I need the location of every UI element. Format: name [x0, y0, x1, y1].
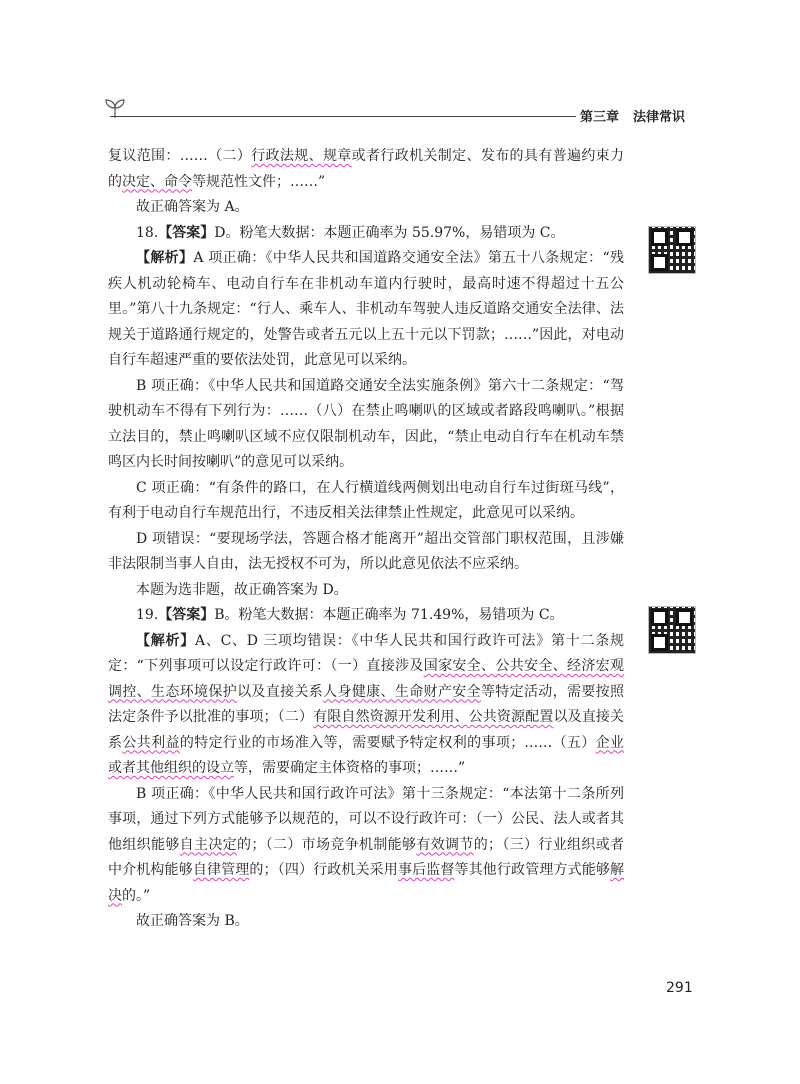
underlined-text: 公共利益 — [122, 734, 180, 751]
paragraph — [108, 603, 624, 629]
underlined-text: 解决 — [108, 862, 625, 904]
underlined-text: 有限自然资源开发利用、公共资源配置 — [313, 709, 554, 725]
underlined-text: 企业或者其他组织的设立 — [108, 734, 625, 776]
text-span: 的；（二）市场竞争机制能够 — [237, 836, 417, 853]
paragraph — [108, 578, 624, 604]
text-span: 等，需要确定主体资格的事项；……” — [234, 760, 466, 776]
underlined-text: 国家安全、公共安全、经济宏观调控、生态环境保护 — [108, 658, 625, 700]
text-span: B 项正确：《中华人民共和国道路交通安全法实施条例》第六十二条规定：“驾驶机动车不得有下列行为：……（八）在禁止鸣喇叭的区域或者路段鸣喇叭。”根据立法目的，禁止鸣喇叭区域不应仅限制机动车，因此，“禁止电动自行车在机动车禁鸣区内长时间按喇叭”的意见可以采纳。 — [108, 377, 624, 470]
underlined-text: 决定、命令 — [122, 173, 192, 190]
text-span: D。粉笔大数据：本题正确率为 55.97%，易错项为 C。 — [214, 224, 565, 241]
underlined-text: 人身健康、生命财产安全 — [323, 683, 481, 700]
qr-code-icon[interactable] — [648, 226, 696, 274]
text-span: 本题为选非题，故正确答案为 D。 — [136, 581, 348, 598]
label-text: 【解析】 — [136, 632, 195, 649]
text-span: 等规范性文件；……” — [192, 173, 326, 190]
text-span: B。粉笔大数据：本题正确率为 71.49%，易错项为 C。 — [214, 607, 564, 623]
paragraph — [108, 144, 624, 195]
qr-code-icon[interactable] — [648, 606, 696, 654]
chapter-number: 第三章 — [580, 110, 620, 125]
text-span: C 项正确：“有条件的路口，在人行横道线两侧划出电动自行车过街斑马线”，有利于电动自行车规范出行，不违反相关法律禁止性规定，此意见可以采纳。 — [108, 479, 624, 521]
underlined-text: 行政法规、规章 — [251, 148, 352, 164]
paragraph — [108, 527, 624, 578]
underlined-text: 自主决定 — [179, 836, 238, 853]
text-span: 等其他行政管理方式能够 — [454, 862, 611, 878]
paragraph — [108, 909, 624, 935]
text-span: 以及直接关系 — [108, 709, 625, 751]
chapter-header — [580, 106, 699, 125]
text-span: 或者行政机关制定、发布的具有普遍约束力的 — [108, 148, 625, 190]
text-span: 故正确答案为 A。 — [136, 199, 249, 215]
paragraph — [108, 374, 624, 476]
header-rule — [110, 116, 576, 117]
text-span: 18. — [136, 224, 159, 241]
text-span: 的；（四）行政机关采用 — [249, 862, 398, 878]
text-span: B 项正确：《中华人民共和国行政许可法》第十三条规定：“本法第十二条所列事项，通过下列方式能够予以规范的，可以不设行政许可：（一）公民、法人或者其他组织能够 — [108, 785, 624, 853]
underlined-text: 事后监督 — [397, 862, 455, 878]
text-span: A、C、D 三项均错误：《中华人民共和国行政许可法》第十二条规定：“下列事项可以设定行政许可：（一）直接涉及 — [108, 632, 625, 674]
paragraph — [108, 782, 624, 910]
text-span: A 项正确：《中华人民共和国道路交通安全法》第五十八条规定：“残疾人机动轮椅车、电动自行车在非机动车道内行驶时，最高时速不得超过十五公里。”第八十九条规定：“行人、乘车人、非机动车驾驶人违反道路交通安全法律、法规关于道路通行规定的，处警告或者五元以上五十元以下罚款；……”因此，对电动自行车超速严重的要依法处罚，此意见可以采纳。 — [108, 250, 624, 368]
paragraph — [108, 476, 624, 527]
underlined-text: 有效调节 — [416, 836, 474, 853]
text-span: 以及直接关系 — [237, 683, 324, 700]
text-span: 故正确答案为 B。 — [136, 913, 249, 929]
page-body — [108, 144, 624, 935]
leaf-sprout-icon — [102, 96, 128, 122]
chapter-title: 法律常识 — [633, 110, 686, 125]
text-span: D 项错误：“要现场学法，答题合格才能离开”超出交管部门职权范围，且涉嫌非法限制当事人自由，法无授权不可为，所以此意见依法不应采纳。 — [108, 530, 624, 572]
text-span: 的。” — [122, 887, 151, 904]
label-text: 【答案】 — [158, 607, 215, 623]
text-span: 复议范围：……（二） — [108, 148, 252, 164]
page-number: 291 — [666, 980, 693, 996]
text-span: 的特定行业的市场准入等，需要赋予特定权利的事项；……（五） — [179, 734, 596, 751]
text-span: 等特定活动，需要按照法定条件予以批准的事项；（二） — [108, 683, 625, 725]
underlined-text: 自律管理 — [192, 862, 250, 878]
paragraph — [108, 195, 624, 221]
text-span: 19. — [136, 607, 159, 623]
label-text: 【解析】 — [136, 250, 194, 266]
paragraph — [108, 629, 624, 782]
paragraph — [108, 221, 624, 247]
label-text: 【答案】 — [158, 224, 215, 241]
paragraph — [108, 246, 624, 374]
text-span: 的；（三）行业组织或者中介机构能够 — [108, 836, 625, 878]
